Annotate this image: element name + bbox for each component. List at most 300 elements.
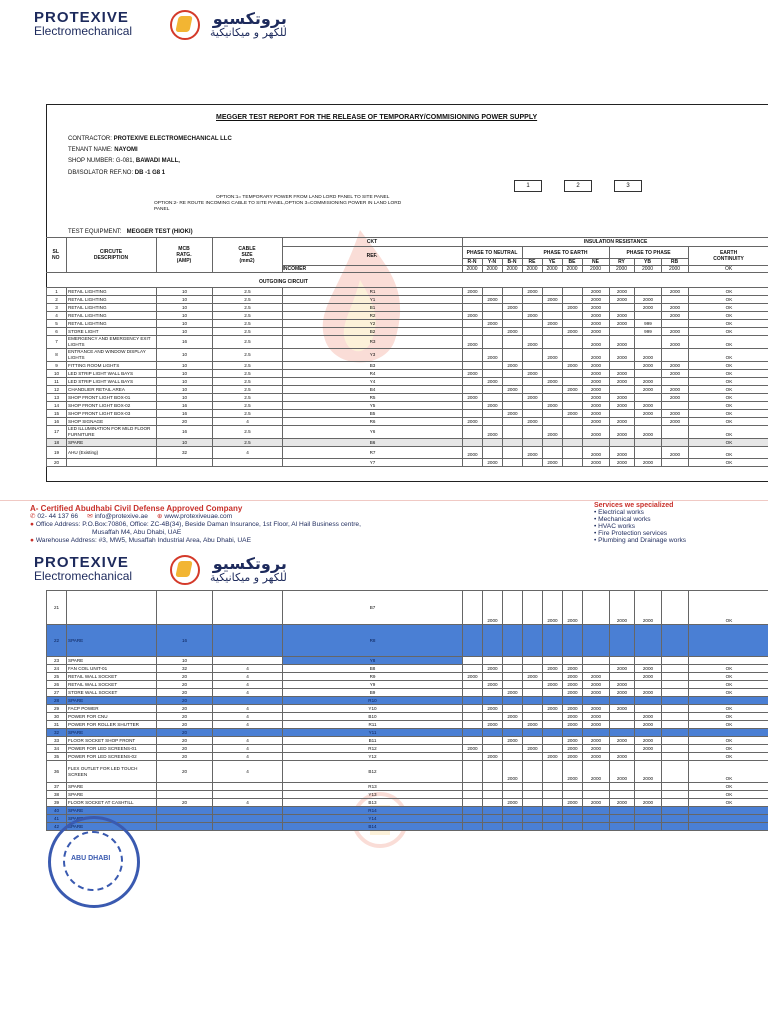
cell-reading [543,713,563,721]
cell-reading [523,320,543,328]
table-row [47,657,768,665]
col-phase-neutral: PHASE TO NEUTRAL [462,247,522,259]
cell-description: SHOP FRONT LIGHT BOX-02 [67,402,157,410]
stamp-text: ABU DHABI [71,855,111,862]
cell-reading [583,729,610,737]
option-note-1: OPTION:1= TEMPORARY POWER FROM LAND LORD PANEL TO SITE PANEL [216,195,390,200]
cell-ckt-ref: Y10 [283,705,463,713]
cell-reading [543,761,563,783]
cell-ckt-ref: Y6 [283,426,463,439]
cell-cable: 4 [213,745,283,753]
cell-reading: 2000 [583,410,610,418]
cell-reading [635,418,662,426]
cell-description: ENTRANCE AND WINDOW DISPLAY LIGHTS [67,349,157,362]
cell-reading [503,402,523,410]
cell-sl: 38 [47,791,67,799]
cell-reading [503,721,523,729]
cell-reading [635,625,662,657]
cell-ckt-ref: Y3 [283,349,463,362]
cell-ckt-ref: R6 [283,418,463,426]
cell-ckt-ref: Y4 [283,378,463,386]
cell-sl: 40 [47,807,67,815]
cell-reading [583,783,610,791]
cell-ckt-ref: B13 [283,799,463,807]
logo-ar-text: بروتكسيو [212,554,287,573]
cell-reading [635,439,662,447]
db-line [68,170,165,176]
col-mcb: MCB [178,246,190,252]
table-row [47,665,768,673]
cell-reading [543,791,563,799]
cell-reading: 2000 [662,328,689,336]
cell-ckt-ref: R7 [283,447,463,459]
cell-reading [583,665,610,673]
cell-mcb: 20 [157,418,213,426]
cell-description: LED ILLUMINATION FOR MILD FLOOR FURNITURE [67,426,157,439]
option-note-3: PANEL [154,207,170,212]
cell-reading: 2000 [583,426,610,439]
cell-reading [483,386,503,394]
cell-reading [483,336,503,349]
cell-reading: 2000 [635,426,662,439]
col-earth: EARTH [719,250,738,256]
cell-reading [503,370,523,378]
cell-reading: 2000 [543,378,563,386]
cell-reading [523,410,543,418]
cell-reading [543,807,563,815]
cell-reading [635,807,662,815]
cell-reading: 2000 [543,681,563,689]
cell-reading: 2000 [635,402,662,410]
cell-description: FLOOR SOCKET SHOP FRONT [67,737,157,745]
cell-ckt-ref: B11 [283,737,463,745]
cell-mcb: 10 [157,312,213,320]
cell-reading [523,625,543,657]
cell-reading: 2000 [563,761,583,783]
table-row [47,673,768,681]
cell-reading [610,410,635,418]
cell-description: SHOP FRONT LIGHT BOX-01 [67,394,157,402]
cell-reading [543,737,563,745]
cell-reading: 2000 [610,665,635,673]
incomer-value: 2000 [542,266,562,273]
cell-reading [523,665,543,673]
cell-ckt-ref: R2 [283,312,463,320]
cell-reading: 2000 [523,394,543,402]
cell-sl: 26 [47,681,67,689]
location-icon: ● [30,537,34,544]
cell-reading: 2000 [503,689,523,697]
cell-sl: 31 [47,721,67,729]
cell-reading [662,697,689,705]
cell-sl: 27 [47,689,67,697]
cell-reading: 2000 [563,753,583,761]
cell-reading: 2000 [635,378,662,386]
cell-reading: 2000 [610,447,635,459]
cell-cable: 2.5 [213,362,283,370]
cell-reading [563,783,583,791]
cell-reading [563,426,583,439]
cell-reading: 2000 [583,288,610,296]
cell-sl: 1 [47,288,67,296]
option-box-1[interactable]: 1 [514,180,542,192]
cell-reading [662,721,689,729]
cell-reading: 2000 [635,745,662,753]
cell-reading [463,783,483,791]
cell-description: SPARE [67,657,157,665]
cell-sl: 15 [47,410,67,418]
cell-reading [583,439,610,447]
cell-sl: 13 [47,394,67,402]
cell-reading [543,815,563,823]
cell-reading [563,439,583,447]
cell-description: POWER FOR LED SCREENS-01 [67,745,157,753]
cell-reading [662,791,689,799]
cell-reading: 2000 [610,426,635,439]
cell-reading [503,807,523,815]
cell-reading [463,320,483,328]
table-row [47,681,768,689]
cell-cable: 2.5 [213,320,283,328]
cell-reading: 2000 [583,402,610,410]
cell-reading [483,689,503,697]
cell-reading: 2000 [483,296,503,304]
service-item: • Electrical works [594,509,644,516]
col-be: BE [562,259,582,266]
cell-reading: 2000 [563,689,583,697]
cell-description: EMERGENCY AND EMERGENCY EXIT LIGHTS [67,336,157,349]
cell-reading [463,349,483,362]
col-ry: RY [609,259,634,266]
cell-reading [610,783,635,791]
cell-description: FITTING ROOM LIGHTS [67,362,157,370]
cell-cable [213,697,283,705]
shop-line [68,158,180,164]
table-row [47,386,768,394]
table-row [47,591,768,625]
cell-reading: 2000 [583,673,610,681]
option-box-2[interactable]: 2 [564,180,592,192]
cell-sl: 21 [47,591,67,625]
cell-description [67,591,157,625]
cell-reading: 2000 [635,721,662,729]
cell-reading: 2000 [610,394,635,402]
cell-cable [213,591,283,625]
cell-reading: 2000 [583,689,610,697]
phone-icon: ✆ [30,513,36,520]
cell-reading: 2000 [583,349,610,362]
cell-reading: 2000 [543,705,563,713]
cell-reading: 2000 [583,312,610,320]
col-y-n: Y-N [482,259,502,266]
cell-reading: 2000 [523,336,543,349]
cell-earth [689,815,768,823]
cell-reading [610,304,635,312]
cell-cable: 2.5 [213,370,283,378]
cell-reading: 2000 [635,410,662,418]
cell-reading [523,761,543,783]
cell-reading [523,439,543,447]
table-row [47,320,768,328]
cell-reading: 2000 [635,689,662,697]
cell-reading [483,807,503,815]
location-icon: ● [30,521,34,528]
cell-cable: 4 [213,681,283,689]
db-label: DB/ISOLATOR REF.NO: [68,170,134,176]
col-r-n: R-N [462,259,482,266]
table-row [47,745,768,753]
cell-reading [662,783,689,791]
cell-reading: 2000 [583,721,610,729]
cell-reading: 2000 [662,386,689,394]
cell-reading [523,753,543,761]
cell-reading [463,729,483,737]
cell-mcb: 20 [157,737,213,745]
cell-reading [503,783,523,791]
cell-reading [610,713,635,721]
cell-reading [563,349,583,362]
cell-earth: OK [689,386,768,394]
cell-reading [583,591,610,625]
cell-ckt-ref: Y1 [283,296,463,304]
cell-reading: 2000 [583,304,610,312]
cell-cable [213,783,283,791]
cell-description: FLOOR SOCKET AT CASHTILL [67,799,157,807]
cell-reading: 2000 [635,761,662,783]
cell-reading: 2000 [635,362,662,370]
cell-reading: 2000 [503,386,523,394]
cell-reading [610,328,635,336]
cell-reading [503,673,523,681]
cell-cable: 2.5 [213,288,283,296]
cell-reading [523,713,543,721]
cell-reading [463,807,483,815]
cell-reading [503,791,523,799]
cell-reading [610,721,635,729]
cell-reading [543,304,563,312]
contractor-line [68,136,232,142]
cell-mcb [157,823,213,831]
contractor-value: PROTEXIVE ELECTROMECHANICAL LLC [113,136,232,142]
cell-reading [463,657,483,665]
table-row [47,288,768,296]
col-phase-earth: PHASE TO EARTH [522,247,609,259]
cell-reading [483,312,503,320]
col-insulation: INSULATION RESISTANCE [462,238,768,247]
cell-reading: 2000 [543,459,563,467]
cell-reading: 2000 [483,665,503,673]
cell-reading [463,459,483,467]
cell-mcb: 10 [157,386,213,394]
cell-ckt-ref: Y8 [283,657,463,665]
cell-reading: 2000 [503,328,523,336]
cell-reading: 2000 [635,737,662,745]
col-rb: RB [661,259,688,266]
cell-reading [483,625,503,657]
option-box-3[interactable]: 3 [614,180,642,192]
cell-reading: 2000 [563,737,583,745]
cell-cable: 4 [213,737,283,745]
cell-reading [662,591,689,625]
cell-reading: 2000 [563,328,583,336]
cell-earth: OK [689,418,768,426]
cell-reading: 2000 [610,459,635,467]
cell-reading [635,783,662,791]
cell-reading: 2000 [543,753,563,761]
cell-cable: 4 [213,673,283,681]
cell-reading [563,459,583,467]
logo-text-sub: Electromechanical [34,569,133,583]
cell-reading [563,447,583,459]
cell-description [67,459,157,467]
cell-reading: 2000 [635,386,662,394]
cell-reading [662,349,689,362]
cell-reading [635,336,662,349]
col-ref: REF. [282,247,462,266]
cell-reading [543,673,563,681]
cell-reading [523,426,543,439]
cell-description: SHOP FRONT LIGHT BOX-03 [67,410,157,418]
cell-reading: 2000 [635,673,662,681]
cell-ckt-ref: R9 [283,673,463,681]
table-row [47,783,768,791]
cell-reading: 2000 [523,745,543,753]
cell-earth: OK [689,665,768,673]
footer-email[interactable]: info@protexive.ae [94,513,148,520]
cell-reading [610,815,635,823]
cell-reading [543,729,563,737]
cell-reading [635,729,662,737]
cell-ckt-ref: R1 [283,288,463,296]
cell-reading [483,791,503,799]
cell-reading [483,418,503,426]
cell-sl: 12 [47,386,67,394]
col-continuity: CONTINUITY [713,256,744,262]
footer-web[interactable]: www.protexiveuae.com [164,513,233,520]
cell-reading: 2000 [583,336,610,349]
cell-earth: OK [689,288,768,296]
cell-mcb: 10 [157,288,213,296]
cell-description: POWER FOR ROLLER SHUTTER [67,721,157,729]
cell-reading: 2000 [563,304,583,312]
cell-reading: 2000 [503,304,523,312]
cell-reading: 2000 [563,705,583,713]
cell-reading [563,312,583,320]
cell-reading: 2000 [543,320,563,328]
cell-sl: 42 [47,823,67,831]
option-notes [154,195,401,213]
cell-mcb: 10 [157,657,213,665]
cell-reading [610,673,635,681]
cell-reading [635,823,662,831]
cell-reading [483,447,503,459]
cell-ckt-ref: B2 [283,328,463,336]
cell-earth: OK [689,705,768,713]
company-logo-en [34,10,132,37]
cell-ckt-ref: R13 [283,783,463,791]
cell-reading [483,745,503,753]
footer-office-line1: Office Address: P.O.Box:70806, Office: ZC-4B(34), Beside Daman Insurance, 1st Floor, Al Hail Business centre, [35,521,361,528]
cell-reading [503,591,523,625]
table-row [47,402,768,410]
cell-reading [463,378,483,386]
cell-reading: 2000 [635,713,662,721]
cell-sl: 39 [47,799,67,807]
cell-reading: 2000 [610,288,635,296]
cell-description: SPARE [67,439,157,447]
cell-reading: 2000 [563,410,583,418]
results-header [46,237,768,273]
col-ckt: CKT [282,238,462,247]
cell-cable: 2.5 [213,386,283,394]
table-row [47,697,768,705]
col-sl: SL [52,249,59,255]
cell-ckt-ref: B8 [283,665,463,673]
cell-earth [689,823,768,831]
cell-reading [523,386,543,394]
cell-reading: 2000 [563,713,583,721]
cell-reading: 2000 [483,320,503,328]
cell-reading: 2000 [543,402,563,410]
cell-reading [543,370,563,378]
col-ne: NE [582,259,609,266]
cell-sl: 32 [47,729,67,737]
cell-reading: 2000 [483,402,503,410]
table-row [47,761,768,783]
cell-sl: 36 [47,761,67,783]
col-no: NO [52,255,60,261]
col-circuit: CIRCUTE [99,249,123,255]
table-row [47,312,768,320]
cell-mcb: 16 [157,426,213,439]
cell-earth: OK [689,378,768,386]
service-item: • Mechanical works [594,516,651,523]
cell-reading [463,439,483,447]
cell-reading: 2000 [610,753,635,761]
cell-mcb: 10 [157,378,213,386]
cell-description: RETAIL LIGHTING [67,288,157,296]
cell-reading [635,312,662,320]
cell-cable: 2.5 [213,394,283,402]
cell-reading: 2000 [503,410,523,418]
table-row [47,304,768,312]
cell-ckt-ref: Y9 [283,681,463,689]
equipment-value: MEGGER TEST (HIOKI) [126,229,193,235]
incomer-value: 2000 [502,266,522,273]
cell-earth [689,807,768,815]
cell-reading: 2000 [610,312,635,320]
cell-reading [610,745,635,753]
results-table-page2 [46,590,768,831]
cell-reading: 2000 [463,312,483,320]
cell-reading [563,370,583,378]
cell-reading [662,657,689,665]
cell-mcb: 20 [157,713,213,721]
cell-reading [662,729,689,737]
cell-reading: 2000 [463,673,483,681]
equipment-line [68,229,193,235]
cell-earth: OK [689,328,768,336]
cell-description: SPARE [67,791,157,799]
cell-reading: 2000 [583,386,610,394]
cell-mcb [157,783,213,791]
cell-reading: 999 [635,328,662,336]
cell-reading [483,288,503,296]
logo-text-bold: PROTEXIVE [34,554,129,571]
cell-ckt-ref: B7 [283,591,463,625]
col-phase-phase: PHASE TO PHASE [609,247,688,259]
cell-mcb [157,459,213,467]
